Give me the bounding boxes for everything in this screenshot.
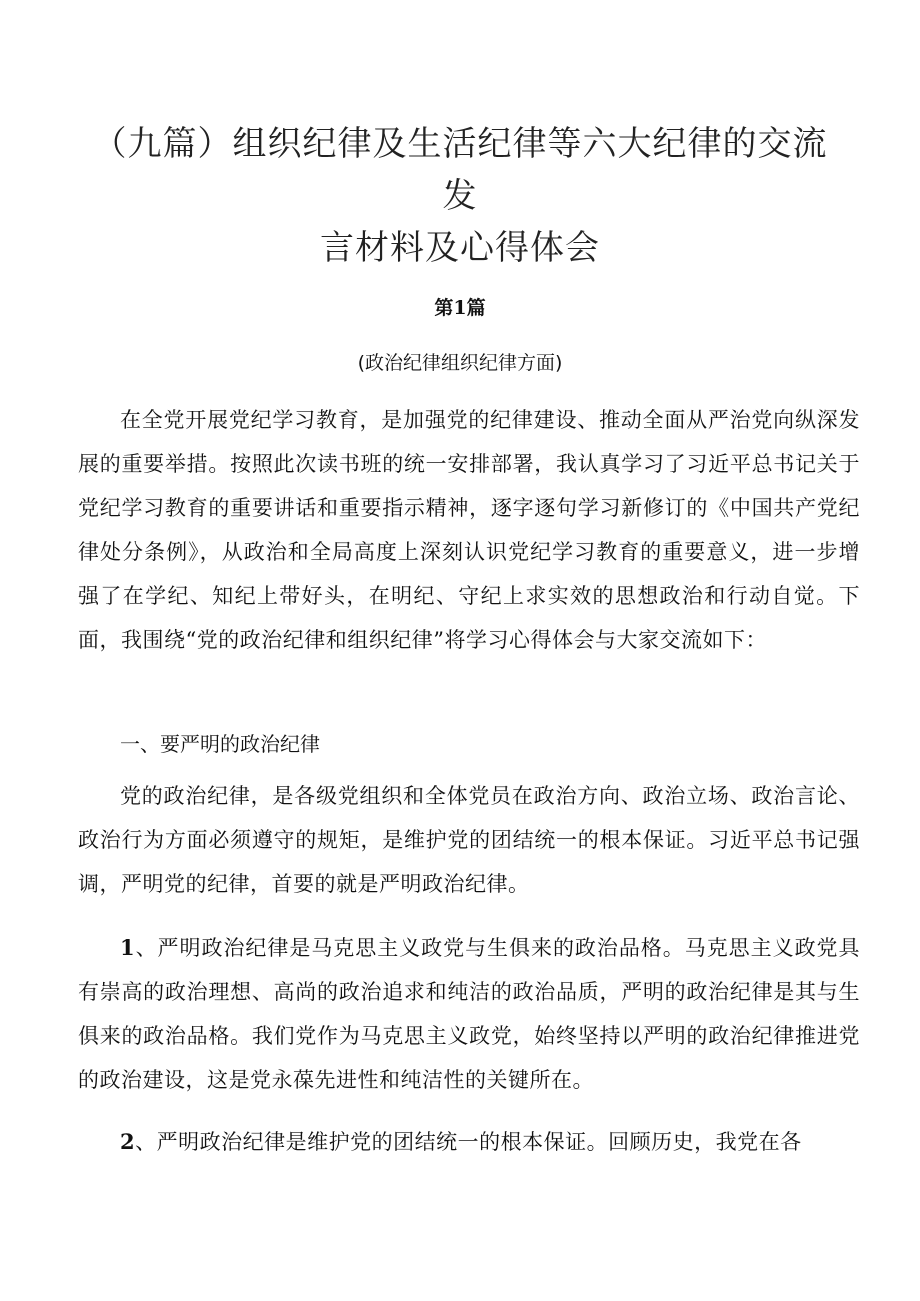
intro-paragraph: 在全党开展党纪学习教育，是加强党的纪律建设、推动全面从严治党向纵深发展的重要举措。按照此次读书班的统一安排部署，我认真学习了习近平总书记关于党纪学习教育的重要讲话和重要指示精神，逐字逐句学习新修订的《中国共产党纪律处分条例》，从政治和全局高度上深刻认识党纪学习教育的重要意义，进一步增强了在学纪、知纪上带好头，在明纪、守纪上求实效的思想政治和行动自觉。下面，我围绕“党的政治纪律和组织纪律”将学习心得体会与大家交流如下：: [78, 408, 860, 652]
point-text: 、严明政治纪律是维护党的团结统一的根本保证。回顾历史，我党在各: [135, 1130, 802, 1154]
chapter-heading: 第1篇: [434, 297, 486, 319]
point-number: 1: [120, 935, 136, 960]
point-text: 、严明政治纪律是马克思主义政党与生俱来的政治品格。马克思主义政党具有崇高的政治理想、高尚的政治追求和纯洁的政治品质，严明的政治纪律是其与生俱来的政治品格。我们党作为马克思主义政党，始终坚持以严明的政治纪律推进党的政治建设，这是党永葆先进性和纯洁性的关键所在。: [78, 936, 860, 1092]
document-title: [80, 118, 840, 274]
point-paragraph-2: [78, 1120, 860, 1164]
point-paragraph-1: [78, 926, 860, 1102]
point-number: 2: [120, 1129, 136, 1154]
body-paragraph: 党的政治纪律，是各级党组织和全体党员在政治方向、政治立场、政治言论、政治行为方面必须遵守的规矩，是维护党的团结统一的根本保证。习近平总书记强调，严明党的纪律，首要的就是严明政治纪律。: [78, 784, 860, 896]
title-line-1: （九篇）组织纪律及生活纪律等六大纪律的交流发: [92, 124, 828, 216]
chapter-subtitle: (政治纪律组织纪律方面): [357, 352, 563, 374]
title-line-2: 言材料及心得体会: [320, 228, 600, 268]
section-heading: 一、要严明的政治纪律: [120, 732, 320, 756]
